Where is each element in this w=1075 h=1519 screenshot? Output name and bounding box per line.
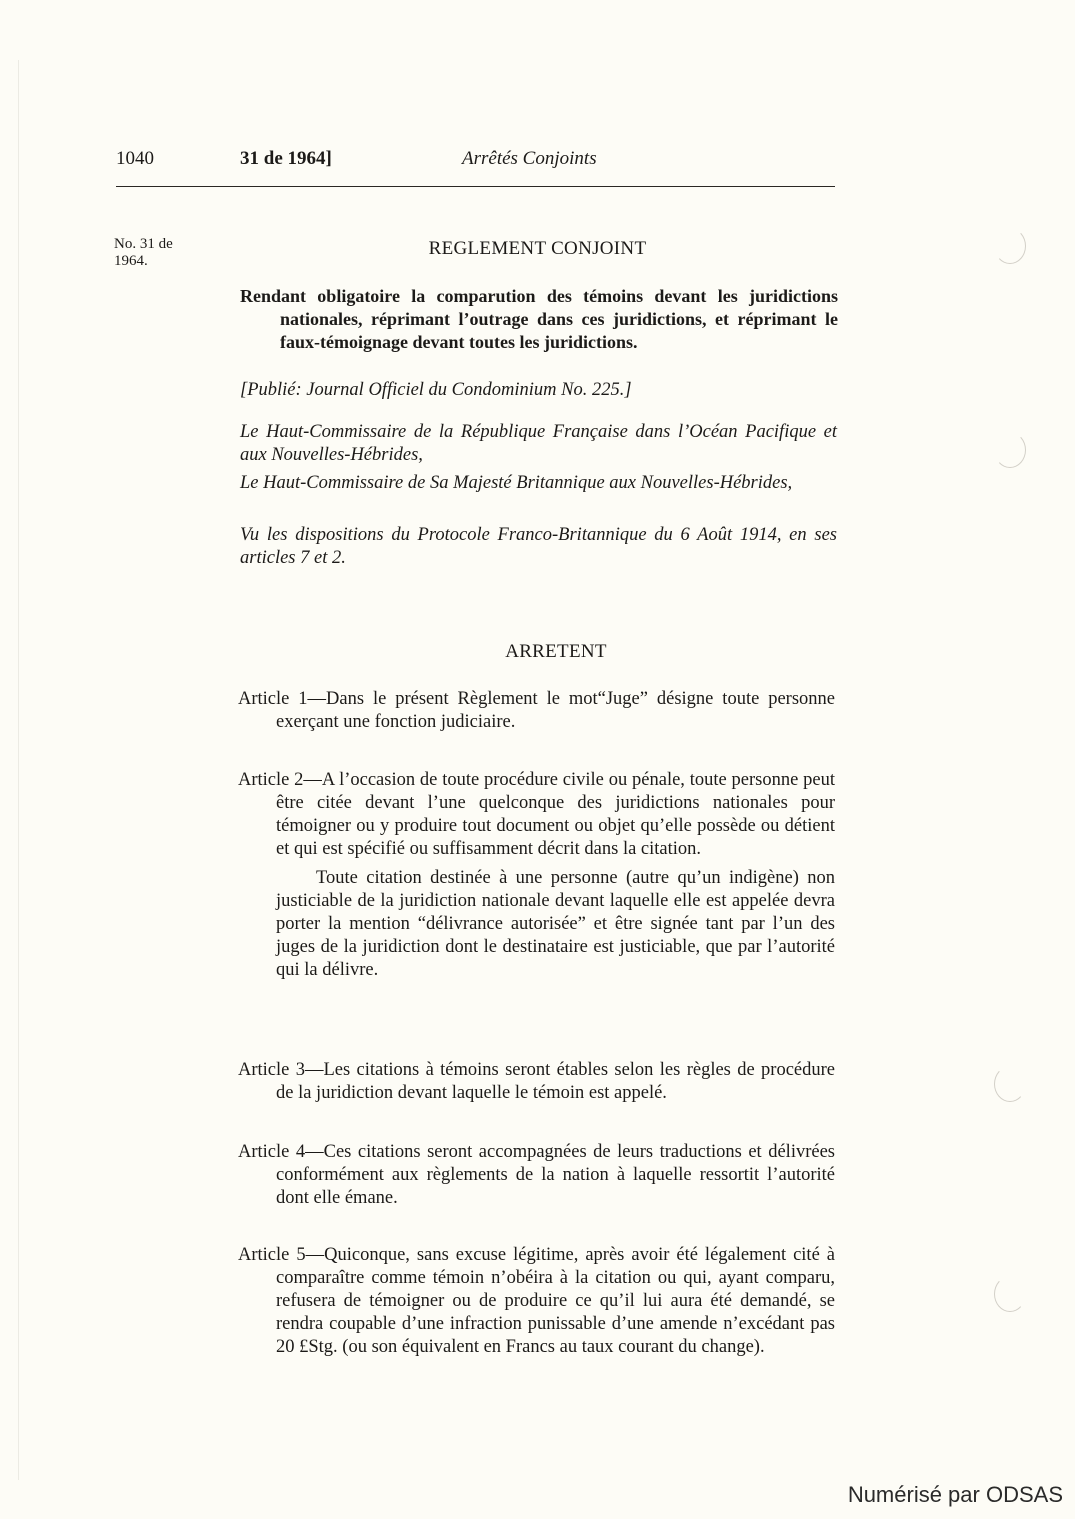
digitization-credit: Numérisé par ODSAS [847, 1482, 1063, 1507]
article-text: Article 2—A l’occasion de toute procédure civile ou pénale, toute personne peut être citée devant l’une quelconque des juridictions nationales pour témoigner ou y produire tout document ou objet qu’elle possède ou détient et qui est spécifié ou suffisamment décrit dans la citation. [238, 770, 835, 859]
publication-note: [Publié: Journal Officiel du Condominium No. 225.] [240, 380, 632, 400]
article-3 [238, 1059, 835, 1105]
article-paragraph: Toute citation destinée à une personne (autre qu’un indigène) non justiciable de la juridiction nationale devant laquelle elle est appelée devra porter la mention “délivrance autorisée” et être signée tant par l’un des juges de la juridiction dont le destinataire est justiciable, que par l’autorité qui la délivre. [276, 868, 835, 980]
binder-hole [994, 1276, 1026, 1312]
margin-note-line: No. 31 de [114, 236, 173, 252]
article-1 [238, 688, 835, 734]
article-text: Article 5—Quiconque, sans excuse légitime, après avoir été légalement cité à comparaître comme témoin n’obéira à la citation ou qui, ayant comparu, refusera de témoigner ou de produire ce qu’il lui aura été demandé, se rendra coupable d’une infraction punissable d’une amende n’excédant pas 20 £Stg. (ou son équivalent en Francs au taux courant du change). [238, 1245, 835, 1357]
scan-edge [18, 60, 19, 1480]
binder-hole [994, 228, 1026, 264]
document-subtitle [240, 285, 838, 354]
article-5 [238, 1244, 835, 1359]
subtitle-text: Rendant obligatoire la comparution des témoins devant les juridictions nationales, réprimant l’outrage dans ces juridictions, et réprimant le faux-témoignage devant toutes les juridictions. [240, 286, 838, 352]
document-title: REGLEMENT CONJOINT [428, 238, 647, 259]
article-text: Article 4—Ces citations seront accompagnées de leurs traductions et délivrées conformément aux règlements de la nation à laquelle ressortit l’autorité dont elle émane. [238, 1142, 835, 1208]
article-2 [238, 769, 835, 982]
article-text: Article 3—Les citations à témoins seront étables selon les règles de procédure de la juridiction devant laquelle le témoin est appelé. [238, 1060, 835, 1103]
article-text: Article 1—Dans le présent Règlement le mot“Juge” désigne toute personne exerçant une fonction judiciaire. [238, 689, 835, 732]
page-number: 1040 [116, 148, 154, 169]
recital-french-commissioner: Le Haut-Commissaire de la République Française dans l’Océan Pacifique et aux Nouvelles-Hébrides, [240, 422, 837, 465]
header-rule [116, 186, 835, 187]
article-4 [238, 1141, 835, 1210]
recital-british-commissioner: Le Haut-Commissaire de Sa Majesté Britannique aux Nouvelles-Hébrides, [240, 473, 793, 493]
margin-note [114, 236, 204, 270]
binder-hole [994, 1066, 1026, 1102]
arretent-heading: ARRETENT [505, 641, 607, 662]
margin-note-line: 1964. [114, 253, 148, 269]
document-reference: 31 de 1964] [240, 148, 332, 169]
recital-protocol: Vu les dispositions du Protocole Franco-Britannique du 6 Août 1914, en ses articles 7 et 2. [240, 525, 837, 568]
running-title: Arrêtés Conjoints [462, 148, 597, 169]
binder-hole [994, 432, 1026, 468]
